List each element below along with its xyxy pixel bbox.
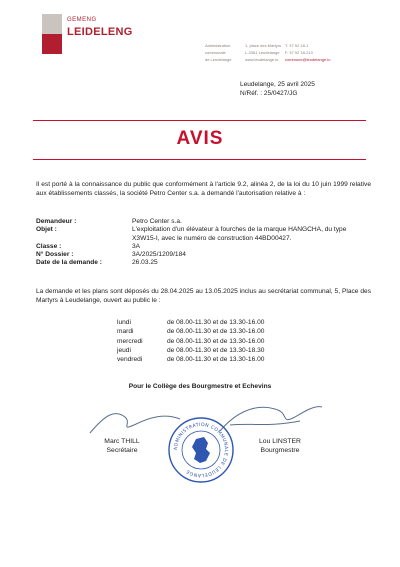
hours-row (117, 355, 264, 364)
letterhead-line: T. 37 92 18-1 (285, 43, 309, 48)
field-label: Date de la demande : (36, 259, 102, 267)
reference-line: N/Réf. : 25/0427/JG (240, 90, 298, 97)
college-heading: Pour le Collège des Bourgmestre et Echevins (128, 383, 272, 390)
commune-seal-stamp (166, 415, 236, 485)
letterhead-line: 1, place des Martyrs (245, 43, 282, 48)
letterhead-line: Administration (205, 43, 231, 48)
field-value: 3A (132, 242, 141, 250)
signer-mayor (240, 437, 320, 455)
signer-secretary (82, 437, 162, 455)
letterhead-line: de Leudelange (205, 57, 232, 62)
field-value: 26.03.25 (132, 259, 158, 267)
field-row-file-number (36, 251, 371, 259)
commune-logo (42, 14, 132, 54)
commune-map-emblem (192, 437, 210, 463)
letterhead-line: www.leudelange.lu (245, 57, 279, 62)
deposit-notice: La demande et les plans sont déposés du 28.04.2025 au 13.05.2025 inclus au secrétariat communal, 5, Place des Martyrs à Leudelange, ouvert au public le : (36, 288, 371, 304)
logo-red-square (42, 34, 62, 54)
hours-time: de 08.00-11.30 et de 13.30-16.00 (167, 319, 265, 326)
letterhead-col-contact (285, 42, 330, 63)
hours-row (117, 346, 264, 355)
title-rule-top (33, 120, 366, 121)
hours-day: vendredi (117, 356, 143, 364)
field-label: Objet : (36, 226, 57, 234)
hours-time: de 08.00-11.30 et de 13.30-16.00 (167, 337, 265, 345)
logo-gray-square (42, 14, 62, 34)
field-label: Demandeur : (36, 218, 77, 225)
letterhead-col-address (245, 42, 281, 63)
letterhead-line: communale (205, 50, 226, 55)
date-reference-block (240, 80, 315, 98)
signer-name: Lou LINSTER (259, 438, 301, 445)
field-value: 3A/2025/1209/184 (132, 251, 186, 259)
stamp-text: ADMINISTRATION COMMUNALE DE LEUDELANGE (173, 422, 229, 478)
field-label: Classe : (36, 242, 62, 250)
signer-role: Secrétaire (106, 447, 138, 454)
hours-time: de 08.00-11.30 et de 13.30-16.00 (167, 356, 265, 364)
page-title: AVIS (176, 128, 224, 149)
letterhead-line: F. 37 92 18-210 (285, 50, 313, 55)
signer-role: Bourgmestre (260, 447, 300, 454)
hours-day: mardi (117, 328, 134, 336)
intro-paragraph: Il est porté à la connaissance du public que conformément à l'article 9.2, alinéa 2, de la loi du 10 juin 1999 relative aux établissements classés, la société Petro Center s.a. a demandé l'autorisation relative à : (36, 181, 371, 197)
logo-gemeng-text: GEMENG (67, 17, 97, 23)
hours-day: jeudi (117, 346, 131, 354)
logo-commune-name: LEIDELENG (67, 26, 133, 38)
hours-row (117, 327, 264, 336)
signer-name: Marc THILL (104, 438, 140, 445)
letterhead-col-administration (205, 42, 231, 63)
request-details (36, 218, 371, 268)
opening-hours (117, 318, 264, 364)
hours-day: lundi (117, 319, 131, 326)
letterhead-line: L-3361 Leudelange (245, 50, 280, 55)
field-row-object (36, 226, 371, 243)
field-value: L'exploitation d'un élévateur à fourches de la marque HANGCHA, du type X3W15-I, avec le numéro de construction 44BD00427. (132, 226, 347, 242)
hours-row (117, 337, 264, 346)
hours-time: de 08.00-11.30 et de 13.30-16.00 (167, 328, 265, 336)
date-line: Leudelange, 25 avril 2025 (240, 81, 315, 88)
field-row-applicant (36, 218, 371, 226)
field-value: Petro Center s.a. (132, 218, 182, 225)
hours-row (117, 318, 264, 327)
field-row-class (36, 243, 371, 251)
field-label: N° Dossier : (36, 251, 74, 259)
hours-time: de 08.00-11.30 et de 13.30-18.30 (167, 346, 265, 354)
hours-day: mercredi (117, 337, 143, 345)
field-row-request-date (36, 259, 371, 267)
title-rule-bottom (33, 159, 366, 160)
letterhead-email: commune@leudelange.lu (285, 57, 331, 62)
